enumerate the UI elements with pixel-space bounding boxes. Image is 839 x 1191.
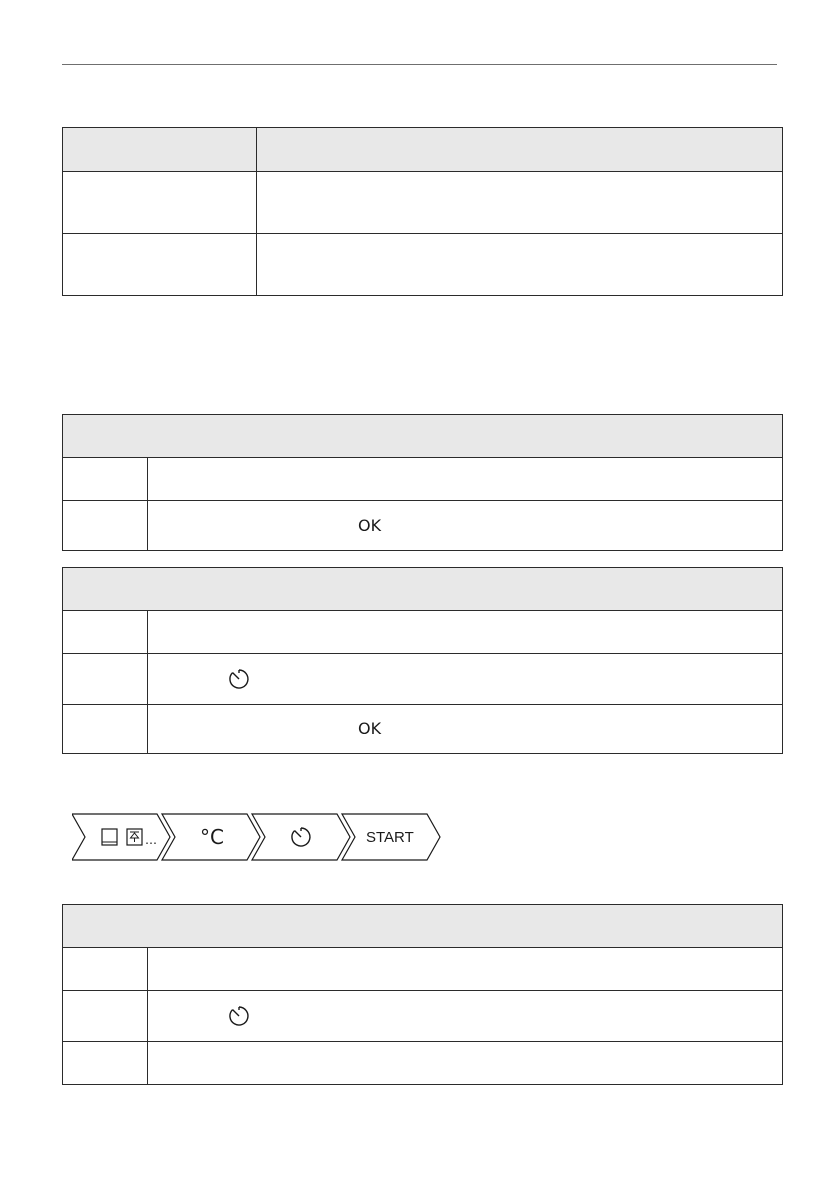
- ok-button-icon: OK: [358, 719, 382, 738]
- header-cell-2: [257, 128, 783, 172]
- step-text-cell: [148, 654, 783, 705]
- timer-icon: [228, 1005, 250, 1027]
- step-number: [63, 654, 148, 705]
- table-title: [63, 568, 783, 611]
- ok-button-icon: OK: [358, 515, 382, 535]
- table-title-row: [63, 905, 783, 948]
- step-number: [63, 1042, 148, 1085]
- step-text: [148, 611, 783, 654]
- table-3: [62, 567, 783, 754]
- step-number: [63, 501, 148, 551]
- operation-flow: [72, 812, 442, 862]
- table-header-row: [63, 128, 783, 172]
- table-row: [63, 611, 783, 654]
- table-cell: [257, 172, 783, 234]
- table-row: [63, 705, 783, 754]
- table-cell: [257, 234, 783, 296]
- table-row: [63, 501, 783, 551]
- table-row: [63, 991, 783, 1042]
- table-4: [62, 904, 783, 1085]
- table-row: [63, 1042, 783, 1085]
- header-rule: [62, 64, 777, 65]
- table-cell: [63, 172, 257, 234]
- step-text-cell: [148, 705, 783, 754]
- flow-step-temperature: [162, 814, 260, 860]
- step-text-cell: [148, 991, 783, 1042]
- header-cell-1: [63, 128, 257, 172]
- table-title-row: [63, 415, 783, 458]
- table-row: [63, 654, 783, 705]
- table-row: [63, 458, 783, 501]
- table-title: [63, 415, 783, 458]
- table-1: [62, 127, 783, 296]
- step-number: [63, 948, 148, 991]
- step-number: [63, 458, 148, 501]
- table-row: [63, 948, 783, 991]
- timer-icon: [228, 668, 250, 690]
- step-number: [63, 705, 148, 754]
- step-text: [148, 948, 783, 991]
- flow-step-timer: [252, 814, 350, 860]
- start-label: START: [366, 829, 414, 846]
- table-2: [62, 414, 783, 551]
- table-title-row: [63, 568, 783, 611]
- table-title: [63, 905, 783, 948]
- step-text: [148, 1042, 783, 1085]
- flow-step-function: [72, 814, 170, 860]
- step-number: [63, 991, 148, 1042]
- table-cell: [63, 234, 257, 296]
- table-row: [63, 234, 783, 296]
- more-functions-ellipsis: …: [145, 833, 157, 847]
- step-text-cell: [148, 501, 783, 551]
- flow-step-start: [342, 814, 440, 860]
- table-row: [63, 172, 783, 234]
- step-text: [148, 458, 783, 501]
- temperature-label: °C: [200, 825, 224, 849]
- step-number: [63, 611, 148, 654]
